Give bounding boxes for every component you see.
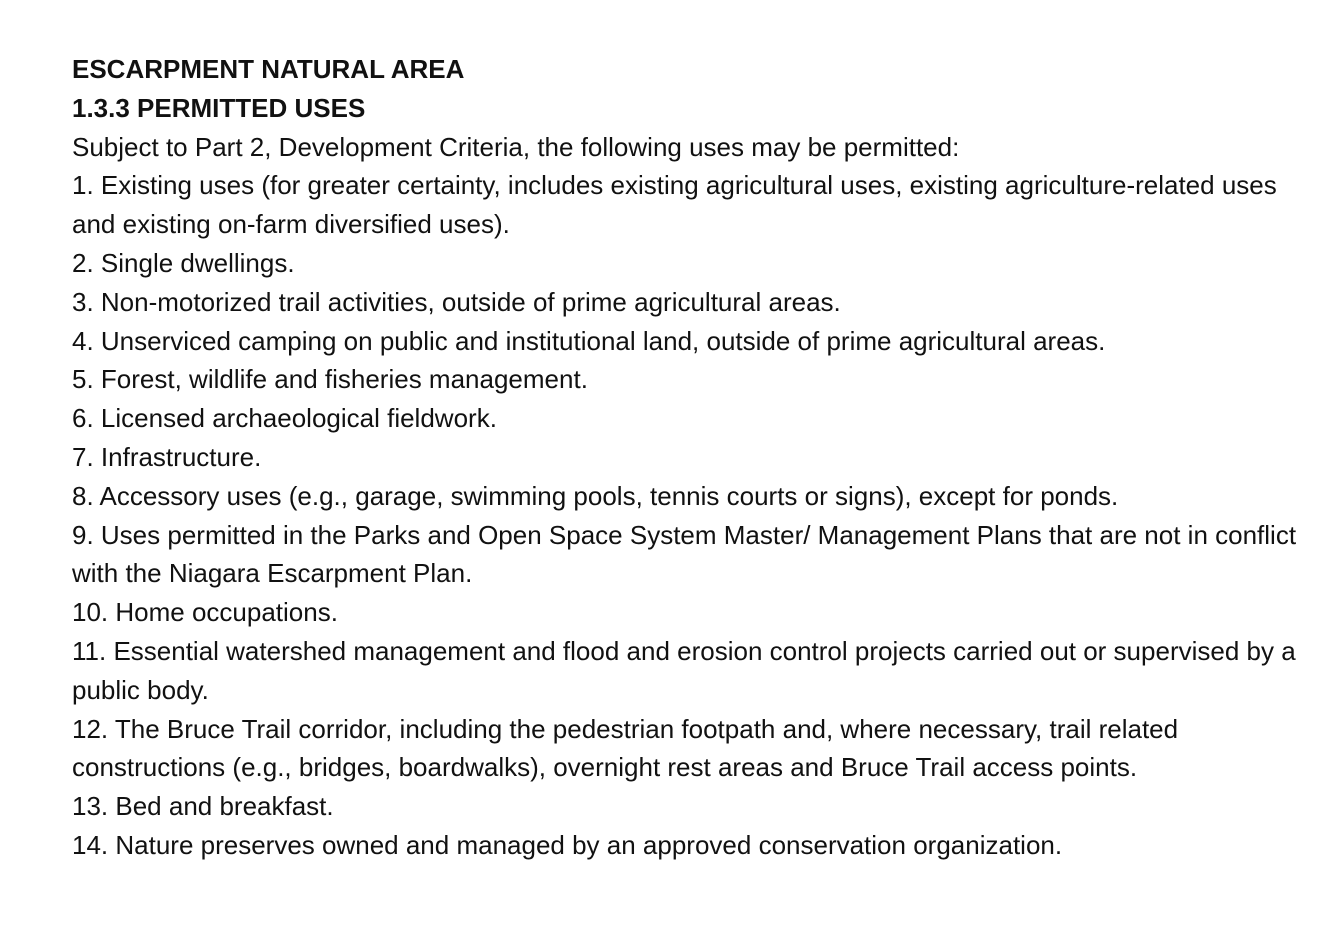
permitted-uses-list (72, 166, 1312, 864)
list-item: 10. Home occupations. (72, 597, 338, 628)
section-title: 1.3.3 PERMITTED USES (72, 92, 366, 123)
list-item: 1. Existing uses (for greater certainty, includes existing agricultural uses, existing agriculture-related uses and existing on-farm diversified uses). (72, 170, 1277, 240)
list-item: 5. Forest, wildlife and fisheries management. (72, 364, 588, 395)
list-item: 7. Infrastructure. (72, 441, 262, 472)
list-item: 14. Nature preserves owned and managed by an approved conservation organization. (72, 829, 1063, 860)
document-heading: ESCARPMENT NATURAL AREA (72, 54, 465, 84)
list-item: 13. Bed and breakfast. (72, 791, 334, 822)
list-item: 4. Unserviced camping on public and institutional land, outside of prime agricultural areas. (72, 325, 1106, 356)
intro-text: Subject to Part 2, Development Criteria, the following uses may be permitted: (72, 131, 960, 162)
list-item: 8. Accessory uses (e.g., garage, swimming pools, tennis courts or signs), except for ponds. (72, 480, 1119, 511)
list-item: 6. Licensed archaeological fieldwork. (72, 403, 497, 434)
list-item: 2. Single dwellings. (72, 247, 295, 278)
document-body (72, 50, 1312, 865)
list-item: 11. Essential watershed management and flood and erosion control projects carried out or supervised by a public body. (72, 635, 1296, 705)
list-item: 12. The Bruce Trail corridor, including the pedestrian footpath and, where necessary, trail related constructions (e.g., bridges, boardwalks), overnight rest areas and Bruce Trail access points. (72, 713, 1179, 783)
list-item: 9. Uses permitted in the Parks and Open Space System Master/ Management Plans that are not in conflict with the Niagara Escarpment Plan. (72, 519, 1297, 589)
list-item: 3. Non-motorized trail activities, outside of prime agricultural areas. (72, 286, 841, 317)
